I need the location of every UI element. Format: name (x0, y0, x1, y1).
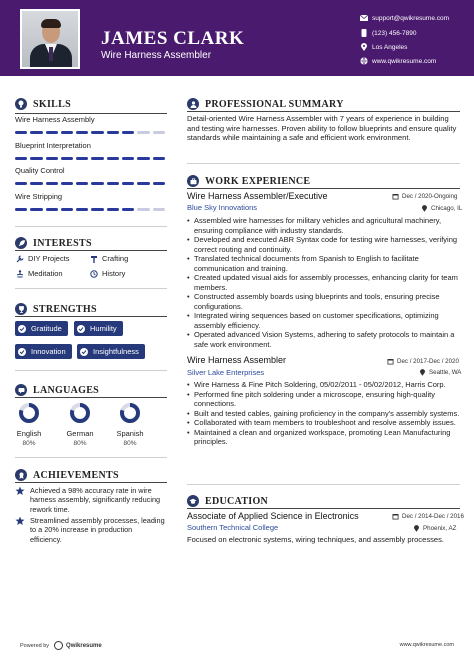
strength-chip: Innovation (15, 344, 72, 359)
skill-label: Blueprint Interpretation (15, 141, 91, 150)
candidate-name: JAMES CLARK (101, 28, 245, 49)
interest-item: Meditation (15, 269, 63, 278)
calendar-icon (392, 513, 399, 520)
section-separator (15, 457, 167, 458)
location-pin-icon (421, 205, 428, 212)
skills-heading: SKILLS (15, 98, 71, 110)
language-level-ring (69, 402, 91, 424)
resume-header (0, 0, 474, 76)
interest-item: History (89, 269, 125, 278)
list-item: • Translated technical documents from Spanish to English to facilitate communication and training. (187, 254, 462, 273)
achievements-heading: ACHIEVEMENTS (15, 469, 119, 481)
strength-chip: Humility (74, 321, 123, 336)
language-name: German (66, 429, 94, 438)
language-item (110, 402, 150, 447)
strength-chip: Gratitude (15, 321, 68, 336)
summary-heading: PROFESSIONAL SUMMARY (187, 98, 344, 110)
list-item: • Operated advanced Vision Systems, adhering to safety protocols to maintain a safe work environment. (187, 330, 462, 349)
job-dates: Dec / 2017-Dec / 2020 (387, 358, 459, 365)
school-name: Southern Technical College (187, 523, 279, 532)
language-name: Spanish (116, 429, 144, 438)
list-item: • Constructed assembly boards using blueprints and tools, ensuring precise configurations. (187, 292, 462, 311)
list-item: • Integrated wiring sequences based on customer specifications, optimizing assembly efficiency. (187, 311, 462, 330)
rocket-icon (15, 237, 27, 249)
list-item: • Built and tested cables, gaining proficiency in the company's assembly systems. (187, 409, 462, 419)
education-dates: Dec / 2014-Dec / 2016 (392, 513, 464, 520)
skill-label: Quality Control (15, 166, 65, 175)
section-separator (187, 484, 460, 485)
briefcase-icon (187, 175, 199, 187)
strengths-divider (15, 316, 167, 317)
location-pin-icon (360, 43, 368, 51)
location-pin-icon (413, 525, 420, 532)
summary-divider (187, 111, 460, 112)
language-icon (15, 384, 27, 396)
job-responsibilities (187, 380, 462, 447)
interests-divider (15, 250, 167, 251)
language-level: 80% (73, 440, 87, 447)
interests-heading: INTERESTS (15, 237, 92, 249)
star-medal-icon (15, 516, 25, 526)
lightbulb-icon (15, 98, 27, 110)
section-separator (15, 370, 167, 371)
language-item (60, 402, 100, 447)
calendar-icon (392, 193, 399, 200)
job-title: Wire Harness Assembler/Executive (187, 191, 328, 201)
experience-heading: WORK EXPERIENCE (187, 175, 310, 187)
trophy-icon (15, 303, 27, 315)
strengths-heading: STRENGTHS (15, 303, 97, 315)
company-name: Blue Sky Innovations (187, 203, 258, 212)
user-icon (187, 98, 199, 110)
hammer-icon (89, 254, 98, 263)
award-icon (15, 469, 27, 481)
skill-rating (15, 131, 165, 134)
job-title: Wire Harness Assembler (187, 355, 287, 365)
location-pin-icon (419, 369, 426, 376)
section-separator (15, 226, 167, 227)
graduation-cap-icon (187, 495, 199, 507)
contact-location: Los Angeles (360, 43, 407, 51)
check-icon (77, 325, 85, 333)
education-description: Focused on electronic systems, wiring techniques, and assembly processes. (187, 535, 445, 544)
meditation-icon (15, 269, 24, 278)
company-name: Silver Lake Enterprises (187, 368, 265, 377)
language-item (9, 402, 49, 447)
tools-icon (15, 254, 24, 263)
star-medal-icon (15, 486, 25, 496)
contact-website[interactable]: www.qwikresume.com (360, 57, 436, 65)
job-dates: Dec / 2020-Ongoing (392, 193, 457, 200)
section-separator (187, 163, 460, 164)
check-icon (18, 348, 26, 356)
list-item: • Developed and executed ABR Syntax code for testing wire harnesses, verifying correct routing and continuity. (187, 235, 462, 254)
language-name: English (16, 429, 42, 438)
skill-rating (15, 157, 165, 160)
qwikresume-logo-icon (54, 641, 63, 650)
language-level: 80% (123, 440, 137, 447)
job-location: Seattle, WA (419, 369, 461, 376)
email-icon (360, 14, 368, 22)
list-item: • Assembled wire harnesses for military vehicles and agricultural machinery, ensuring compliance with industry standards. (187, 216, 462, 235)
job-location: Chicago, IL (421, 205, 462, 212)
list-item: • Performed fine pitch soldering under a microscope, ensuring high-quality connections. (187, 390, 462, 409)
skills-divider (15, 113, 167, 114)
globe-icon (360, 57, 368, 65)
job-responsibilities (187, 216, 462, 349)
footer-powered-by[interactable]: Powered by Qwikresume (20, 642, 102, 649)
section-separator (15, 288, 167, 289)
achievement-item: Streamlined assembly processes, leading to a 20% increase in production efficiency. (15, 516, 165, 544)
achievement-item: Achieved a 98% accuracy rate in wire harness assembly, significantly reducing rework time. (15, 486, 165, 514)
language-level: 80% (22, 440, 36, 447)
list-item: • Wire Harness & Fine Pitch Soldering, 05/02/2011 - 05/02/2012, Harris Corp. (187, 380, 462, 390)
languages-heading: LANGUAGES (15, 384, 99, 396)
summary-text: Detail-oriented Wire Harness Assembler with 7 years of experience in building and testing wire harnesses. Proven ability to follow blueprints and ensure quality standards while maintaining a safe and efficient work environment. (187, 114, 457, 143)
contact-email[interactable]: support@qwikresume.com (360, 14, 449, 22)
footer-website[interactable]: www.qwikresume.com (399, 642, 454, 648)
education-divider (187, 508, 460, 509)
skill-rating (15, 208, 165, 211)
skill-label: Wire Stripping (15, 192, 63, 201)
skill-rating (15, 182, 165, 185)
candidate-role: Wire Harness Assembler (101, 50, 212, 61)
education-heading: EDUCATION (187, 495, 268, 507)
list-item: • Collaborated with team members to troubleshoot and resolve assembly issues. (187, 418, 462, 428)
degree-title: Associate of Applied Science in Electronics (187, 511, 359, 521)
history-icon (89, 269, 98, 278)
language-level-ring (18, 402, 40, 424)
strength-chip: Insightfulness (77, 344, 145, 359)
languages-divider (15, 397, 167, 398)
interest-item: Crafting (89, 254, 128, 263)
profile-photo (20, 9, 80, 69)
education-location: Phoenix, AZ (413, 525, 456, 532)
achievements-divider (15, 482, 167, 483)
list-item: • Created updated visual aids for assembly processes, enhancing clarity for team members. (187, 273, 462, 292)
contact-phone: (123) 456-7890 (360, 29, 416, 37)
phone-icon (360, 29, 368, 37)
calendar-icon (387, 358, 394, 365)
check-icon (18, 325, 26, 333)
list-item: • Maintained a clean and organized workspace, promoting Lean Manufacturing principles. (187, 428, 462, 447)
check-icon (80, 348, 88, 356)
interest-item: DIY Projects (15, 254, 70, 263)
language-level-ring (119, 402, 141, 424)
experience-divider (187, 188, 460, 189)
skill-label: Wire Harness Assembly (15, 115, 95, 124)
